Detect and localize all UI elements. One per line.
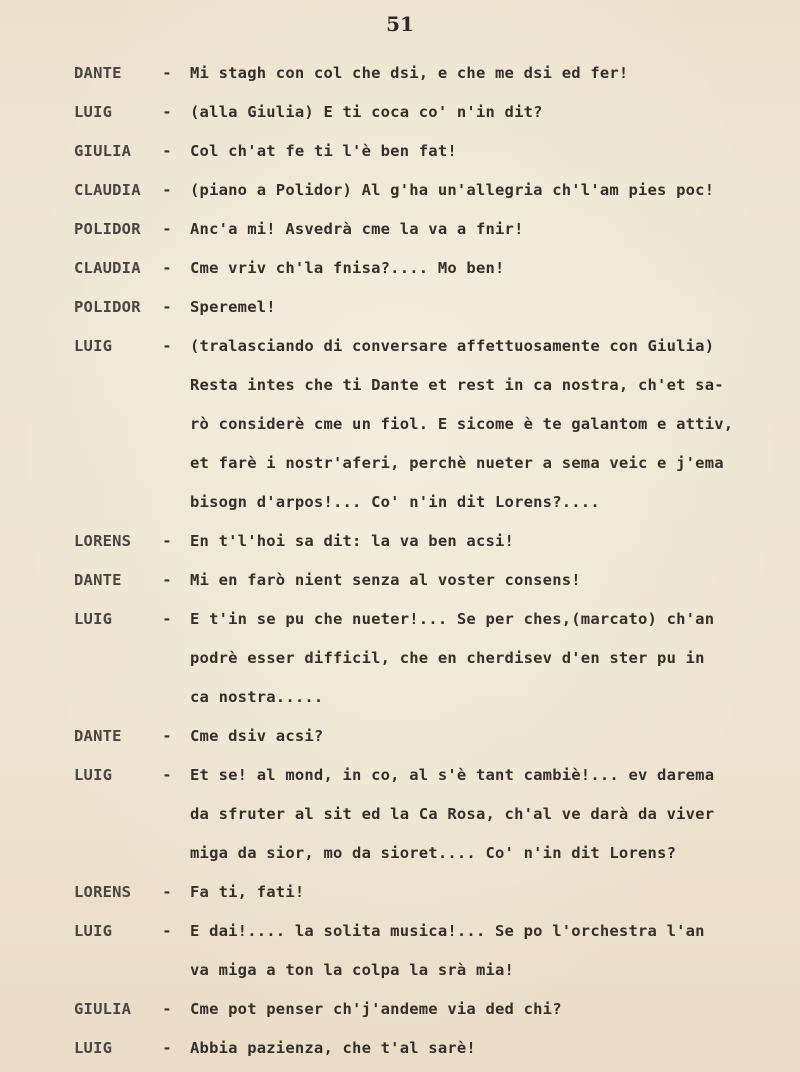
dialogue-dash: -	[162, 337, 172, 355]
script-line	[0, 922, 800, 952]
dialogue-text: Abbia pazienza, che t'al sarè!	[190, 1039, 476, 1057]
dialogue-text: Fa ti, fati!	[190, 883, 305, 901]
speaker-name: LUIG	[74, 103, 113, 121]
speaker-name: LUIG	[74, 610, 113, 628]
speaker-name: LORENS	[74, 532, 132, 550]
dialogue-text: E t'in se pu che nueter!... Se per ches,(marcato) ch'an	[190, 610, 715, 628]
dialogue-text: Mi stagh con col che dsi, e che me dsi ed fer!	[190, 64, 629, 82]
dialogue-text: va miga a ton la colpa la srà mia!	[190, 961, 515, 979]
script-line	[0, 766, 800, 796]
dialogue-text: (alla Giulia) E ti coca co' n'in dit?	[190, 103, 543, 121]
script-line	[0, 688, 800, 718]
script-line	[0, 1000, 800, 1030]
dialogue-dash: -	[162, 922, 172, 940]
script-line	[0, 142, 800, 172]
speaker-name: POLIDOR	[74, 220, 141, 238]
page-number: 51	[386, 12, 414, 36]
dialogue-text: Speremel!	[190, 298, 276, 316]
dialogue-dash: -	[162, 298, 172, 316]
script-line	[0, 532, 800, 562]
speaker-name: POLIDOR	[74, 298, 141, 316]
dialogue-text: Col ch'at fe ti l'è ben fat!	[190, 142, 457, 160]
dialogue-text: Anc'a mi! Asvedrà cme la va a fnir!	[190, 220, 524, 238]
speaker-name: CLAUDIA	[74, 181, 141, 199]
dialogue-dash: -	[162, 883, 172, 901]
speaker-name: LORENS	[74, 883, 132, 901]
speaker-name: LUIG	[74, 766, 113, 784]
dialogue-text: Cme vriv ch'la fnisa?.... Mo ben!	[190, 259, 505, 277]
dialogue-dash: -	[162, 1039, 172, 1057]
dialogue-text: miga da sior, mo da sioret.... Co' n'in dit Lorens?	[190, 844, 677, 862]
script-line	[0, 844, 800, 874]
dialogue-text: Et se! al mond, in co, al s'è tant cambiè!... ev darema	[190, 766, 715, 784]
dialogue-text: ca nostra.....	[190, 688, 324, 706]
speaker-name: GIULIA	[74, 142, 132, 160]
dialogue-dash: -	[162, 571, 172, 589]
speaker-name: LUIG	[74, 337, 113, 355]
dialogue-dash: -	[162, 142, 172, 160]
script-line	[0, 64, 800, 94]
speaker-name: LUIG	[74, 1039, 113, 1057]
dialogue-dash: -	[162, 259, 172, 277]
dialogue-text: Cme pot penser ch'j'andeme via ded chi?	[190, 1000, 562, 1018]
speaker-name: DANTE	[74, 571, 122, 589]
script-line	[0, 181, 800, 211]
script-line	[0, 883, 800, 913]
dialogue-dash: -	[162, 766, 172, 784]
dialogue-text: et farè i nostr'aferi, perchè nueter a sema veic e j'ema	[190, 454, 724, 472]
dialogue-text: Resta intes che ti Dante et rest in ca nostra, ch'et sa-	[190, 376, 724, 394]
script-line	[0, 376, 800, 406]
dialogue-text: E dai!.... la solita musica!... Se po l'orchestra l'an	[190, 922, 705, 940]
dialogue-dash: -	[162, 220, 172, 238]
script-line	[0, 298, 800, 328]
dialogue-dash: -	[162, 532, 172, 550]
dialogue-text: rò considerè cme un fiol. E sicome è te galantom e attiv,	[190, 415, 734, 433]
script-line	[0, 259, 800, 289]
dialogue-text: Cme dsiv acsi?	[190, 727, 324, 745]
script-line	[0, 493, 800, 523]
dialogue-dash: -	[162, 103, 172, 121]
script-line	[0, 220, 800, 250]
dialogue-dash: -	[162, 727, 172, 745]
script-line	[0, 571, 800, 601]
dialogue-text: (tralasciando di conversare affettuosamente con Giulia)	[190, 337, 715, 355]
dialogue-dash: -	[162, 1000, 172, 1018]
speaker-name: DANTE	[74, 64, 122, 82]
script-line	[0, 103, 800, 133]
dialogue-text: da sfruter al sit ed la Ca Rosa, ch'al ve darà da viver	[190, 805, 715, 823]
script-line	[0, 610, 800, 640]
speaker-name: LUIG	[74, 922, 113, 940]
dialogue-text: podrè esser difficil, che en cherdisev d'en ster pu in	[190, 649, 705, 667]
script-line	[0, 337, 800, 367]
script-line	[0, 1039, 800, 1069]
dialogue-text: Mi en farò nient senza al voster consens!	[190, 571, 581, 589]
script-line	[0, 649, 800, 679]
script-line	[0, 961, 800, 991]
speaker-name: DANTE	[74, 727, 122, 745]
script-line	[0, 805, 800, 835]
script-line	[0, 727, 800, 757]
script-line	[0, 454, 800, 484]
speaker-name: CLAUDIA	[74, 259, 141, 277]
dialogue-text: En t'l'hoi sa dit: la va ben acsi!	[190, 532, 515, 550]
dialogue-text: (piano a Polidor) Al g'ha un'allegria ch'l'am pies poc!	[190, 181, 715, 199]
dialogue-dash: -	[162, 610, 172, 628]
dialogue-dash: -	[162, 181, 172, 199]
script-line	[0, 415, 800, 445]
dialogue-text: bisogn d'arpos!... Co' n'in dit Lorens?....	[190, 493, 600, 511]
dialogue-dash: -	[162, 64, 172, 82]
speaker-name: GIULIA	[74, 1000, 132, 1018]
